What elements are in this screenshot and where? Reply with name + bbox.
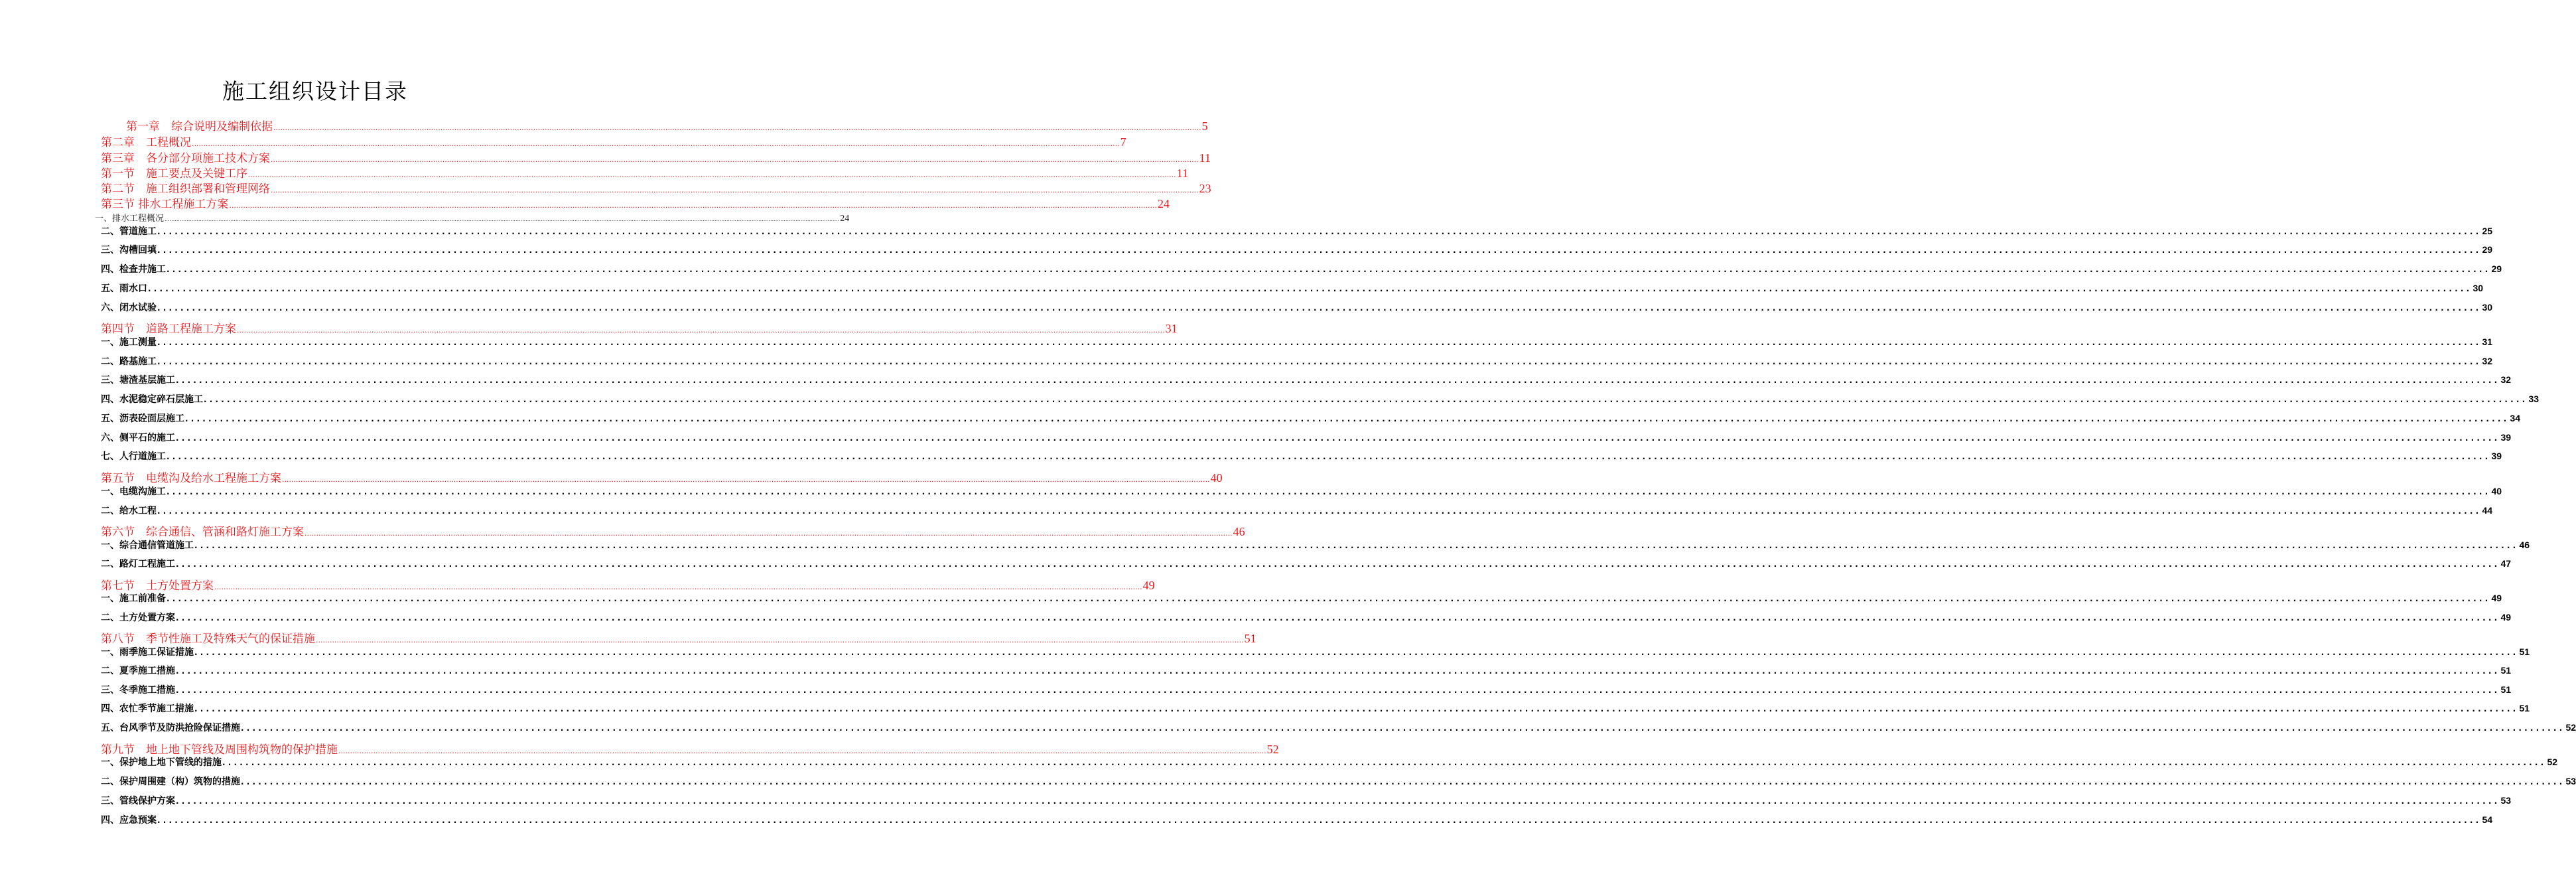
toc-entry-title: 第六节 综合通信、管涵和路灯施工方案 [101, 526, 304, 539]
toc-entry-title: 四、水泥稳定碎石层施工 [101, 394, 203, 405]
toc-page-number: 51 [2519, 646, 2530, 657]
toc-entry-title: 第二节 施工组织部署和管理网络 [101, 183, 270, 196]
toc-entry-title: 一、保护地上地下管线的措施 [101, 757, 222, 768]
toc-entry[interactable] [101, 133, 1126, 149]
toc-dot-leader: ................................................................................................................................................................................................................................................................................................................................................................................................................ [273, 123, 1201, 132]
toc-entry[interactable] [101, 591, 2502, 605]
toc-page-number: 24 [840, 214, 850, 224]
document-title: 施工组织设计目录 [222, 78, 408, 104]
toc-dot-leader: ................................................................................................................................................................................................................................................................................................................................................................................................................ [157, 246, 2482, 255]
toc-dot-leader: ................................................................................................................................................................................................................................................................................................................................................................................................................ [305, 529, 1233, 538]
toc-dot-leader: ................................................................................................................................................................................................................................................................................................................................................................................................................ [176, 613, 2500, 623]
toc-entry[interactable] [101, 702, 2530, 715]
toc-dot-leader: ................................................................................................................................................................................................................................................................................................................................................................................................................ [167, 452, 2491, 461]
toc-entry[interactable] [101, 740, 1279, 757]
toc-dot-leader: ................................................................................................................................................................................................................................................................................................................................................................................................................ [214, 583, 1142, 591]
toc-dot-leader: ................................................................................................................................................................................................................................................................................................................................................................................................................ [176, 559, 2500, 569]
toc-entry-title: 二、路基施工 [101, 356, 157, 367]
toc-entry-title: 二、给水工程 [101, 506, 157, 516]
toc-page-number: 49 [2500, 612, 2512, 623]
toc-entry[interactable] [101, 755, 2558, 769]
toc-entry-title: 第三节 排水工程施工方案 [101, 198, 229, 211]
toc-entry-title: 一、电缆沟施工 [101, 486, 166, 497]
toc-page-number: 51 [2500, 665, 2512, 676]
toc-dot-leader: ................................................................................................................................................................................................................................................................................................................................................................................................................ [148, 284, 2473, 293]
toc-page-number: 29 [2482, 244, 2493, 255]
toc-page-number: 24 [1158, 197, 1170, 210]
toc-entry[interactable] [101, 683, 2512, 696]
toc-entry[interactable] [101, 194, 1170, 211]
toc-entry-title: 一、雨季施工保证措施 [101, 647, 194, 658]
toc-entry[interactable] [101, 164, 1188, 181]
toc-dot-leader: ................................................................................................................................................................................................................................................................................................................................................................................................................ [229, 201, 1158, 210]
toc-dot-leader: ................................................................................................................................................................................................................................................................................................................................................................................................................ [271, 155, 1199, 164]
toc-entry-title: 三、塘渣基层施工 [101, 375, 175, 386]
toc-entry[interactable] [101, 179, 1211, 196]
toc-page-number: 51 [2500, 684, 2512, 695]
toc-page-number: 40 [1210, 471, 1223, 484]
toc-page-number: 52 [2565, 722, 2576, 733]
toc-entry-title: 一、施工测量 [101, 337, 157, 348]
toc-entry-title: 二、路灯工程施工 [101, 559, 175, 569]
toc-entry-title: 四、应急预案 [101, 815, 157, 826]
toc-entry[interactable] [101, 149, 1211, 165]
toc-page-number: 31 [1165, 322, 1178, 335]
toc-entry-title: 四、农忙季节施工措施 [101, 704, 194, 714]
toc-entry[interactable] [101, 557, 2512, 570]
toc-entry[interactable] [101, 262, 2502, 275]
toc-entry[interactable] [101, 645, 2530, 658]
toc-dot-leader: ................................................................................................................................................................................................................................................................................................................................................................................................................ [241, 723, 2565, 733]
toc-entry[interactable] [101, 484, 2502, 498]
toc-entry[interactable] [95, 211, 850, 224]
toc-entry[interactable] [101, 538, 2530, 552]
toc-entry[interactable] [101, 664, 2512, 677]
toc-entry[interactable] [101, 813, 2493, 826]
toc-entry-title: 六、闭水试验 [101, 303, 157, 313]
toc-page-number: 5 [1201, 119, 1208, 133]
toc-page-number: 47 [2500, 558, 2512, 569]
toc-entry[interactable] [101, 522, 1245, 539]
toc-dot-leader: ................................................................................................................................................................................................................................................................................................................................................................................................................ [248, 171, 1176, 179]
toc-dot-leader: ................................................................................................................................................................................................................................................................................................................................................................................................................ [192, 139, 1120, 148]
toc-entry[interactable] [101, 504, 2493, 517]
toc-entry-title: 七、人行道施工 [101, 451, 166, 462]
toc-page-number: 29 [2491, 263, 2502, 274]
toc-entry[interactable] [101, 449, 2502, 463]
toc-dot-leader: ................................................................................................................................................................................................................................................................................................................................................................................................................ [157, 303, 2482, 313]
toc-entry[interactable] [101, 335, 2493, 348]
toc-dot-leader: ................................................................................................................................................................................................................................................................................................................................................................................................................ [241, 777, 2565, 786]
toc-page-number: 23 [1199, 182, 1211, 195]
toc-entry-title: 三、管线保护方案 [101, 796, 175, 806]
toc-entry[interactable] [101, 392, 2540, 406]
toc-entry-title: 第四节 道路工程施工方案 [101, 323, 236, 336]
toc-dot-leader: ................................................................................................................................................................................................................................................................................................................................................................................................................ [157, 816, 2482, 825]
toc-page-number: 39 [2500, 432, 2512, 443]
toc-dot-leader: ................................................................................................................................................................................................................................................................................................................................................................................................................ [271, 186, 1199, 194]
toc-entry[interactable] [101, 721, 2576, 734]
toc-entry[interactable] [101, 775, 2576, 788]
toc-dot-leader: ................................................................................................................................................................................................................................................................................................................................................................................................................ [316, 636, 1244, 644]
toc-entry-title: 四、检查井施工 [101, 264, 166, 275]
toc-dot-leader: ................................................................................................................................................................................................................................................................................................................................................................................................................ [282, 475, 1210, 484]
toc-dot-leader: ................................................................................................................................................................................................................................................................................................................................................................................................................ [185, 414, 2510, 423]
toc-entry[interactable] [101, 281, 2484, 295]
toc-entry-title: 第一节 施工要点及关键工序 [101, 167, 247, 181]
toc-page-number: 52 [1266, 743, 1279, 756]
toc-entry-title: 二、管道施工 [101, 226, 157, 237]
toc-entry-title: 二、保护周围建（构）筑物的措施 [101, 777, 240, 787]
toc-dot-leader: ................................................................................................................................................................................................................................................................................................................................................................................................................ [194, 541, 2519, 550]
toc-page-number: 7 [1120, 135, 1126, 149]
toc-page-number: 34 [2510, 413, 2521, 423]
toc-entry[interactable] [101, 301, 2493, 314]
toc-entry-title: 五、雨水口 [101, 283, 147, 294]
toc-page-number: 32 [2482, 356, 2493, 366]
toc-page-number: 46 [2519, 540, 2530, 550]
toc-entry[interactable] [101, 354, 2493, 368]
toc-page-number: 40 [2491, 486, 2502, 496]
toc-entry[interactable] [101, 469, 1223, 485]
toc-entry-title: 第二章 工程概况 [101, 136, 191, 149]
toc-entry-title: 第八节 季节性施工及特殊天气的保证措施 [101, 632, 315, 646]
toc-entry[interactable] [101, 611, 2512, 624]
toc-entry-title: 二、夏季施工措施 [101, 666, 175, 676]
toc-dot-leader: ................................................................................................................................................................................................................................................................................................................................................................................................................ [176, 666, 2500, 676]
toc-dot-leader: ................................................................................................................................................................................................................................................................................................................................................................................................................ [176, 376, 2500, 385]
toc-dot-leader: ................................................................................................................................................................................................................................................................................................................................................................................................................ [157, 227, 2482, 236]
toc-dot-leader: ................................................................................................................................................................................................................................................................................................................................................................................................................ [237, 326, 1165, 334]
toc-entry[interactable] [126, 117, 1208, 133]
toc-entry-title: 第一章 综合说明及编制依据 [126, 120, 273, 133]
toc-page-number: 33 [2528, 394, 2540, 404]
toc-entry-title: 五、台风季节及防洪抢险保证措施 [101, 723, 240, 733]
toc-entry-title: 五、沥表砼面层施工 [101, 413, 184, 424]
toc-entry-title: 一、施工前准备 [101, 593, 166, 604]
toc-entry[interactable] [101, 224, 2493, 238]
toc-dot-leader: ................................................................................................................................................................................................................................................................................................................................................................................................................ [194, 648, 2519, 657]
toc-page-number: 30 [2482, 302, 2493, 313]
toc-page-number: 46 [1233, 525, 1245, 538]
toc-page-number: 51 [2519, 703, 2530, 713]
toc-dot-leader: ................................................................................................................................................................................................................................................................................................................................................................................................................ [165, 216, 840, 222]
toc-entry[interactable] [101, 576, 1155, 593]
toc-entry-title: 第五节 电缆沟及给水工程施工方案 [101, 472, 281, 485]
toc-entry[interactable] [101, 411, 2521, 425]
toc-entry[interactable] [101, 794, 2512, 807]
toc-page-number: 39 [2491, 451, 2502, 461]
toc-entry-title: 第三章 各分部分项施工技术方案 [101, 152, 270, 165]
toc-page-number: 53 [2565, 776, 2576, 786]
toc-dot-leader: ................................................................................................................................................................................................................................................................................................................................................................................................................ [176, 796, 2500, 806]
toc-dot-leader: ................................................................................................................................................................................................................................................................................................................................................................................................................ [176, 433, 2500, 443]
toc-page-number: 52 [2547, 757, 2558, 767]
toc-dot-leader: ................................................................................................................................................................................................................................................................................................................................................................................................................ [194, 704, 2519, 713]
toc-entry-title: 二、土方处置方案 [101, 613, 175, 623]
toc-entry[interactable] [101, 629, 1256, 646]
toc-dot-leader: ................................................................................................................................................................................................................................................................................................................................................................................................................ [157, 357, 2482, 366]
toc-dot-leader: ................................................................................................................................................................................................................................................................................................................................................................................................................ [204, 395, 2528, 404]
toc-page-number: 31 [2482, 336, 2493, 347]
toc-page-number: 25 [2482, 226, 2493, 236]
toc-page-number: 11 [1199, 151, 1211, 165]
toc-page-number: 49 [1142, 579, 1155, 592]
toc-page-number: 32 [2500, 374, 2512, 385]
toc-entry-title: 三、沟槽回填 [101, 245, 157, 256]
toc-entry-title: 三、冬季施工措施 [101, 685, 175, 696]
toc-dot-leader: ................................................................................................................................................................................................................................................................................................................................................................................................................ [167, 594, 2491, 603]
toc-entry-title: 一、综合通信管道施工 [101, 540, 194, 551]
toc-dot-leader: ................................................................................................................................................................................................................................................................................................................................................................................................................ [167, 487, 2491, 496]
toc-entry[interactable] [101, 373, 2512, 386]
toc-page-number: 53 [2500, 795, 2512, 806]
toc-dot-leader: ................................................................................................................................................................................................................................................................................................................................................................................................................ [338, 747, 1266, 755]
toc-entry-title: 第九节 地上地下管线及周围构筑物的保护措施 [101, 743, 338, 757]
toc-entry-title: 一、排水工程概况 [95, 214, 165, 224]
toc-entry[interactable] [101, 431, 2512, 444]
toc-entry-title: 六、侧平石的施工 [101, 433, 175, 443]
toc-page-number: 54 [2482, 814, 2493, 825]
toc-dot-leader: ................................................................................................................................................................................................................................................................................................................................................................................................................ [167, 265, 2491, 274]
toc-page-number: 11 [1176, 167, 1188, 180]
toc-dot-leader: ................................................................................................................................................................................................................................................................................................................................................................................................................ [176, 686, 2500, 695]
toc-page-number: 51 [1244, 632, 1256, 645]
toc-page-number: 30 [2473, 283, 2484, 293]
toc-entry-title: 第七节 土方处置方案 [101, 579, 214, 593]
toc-entry[interactable] [101, 319, 1178, 336]
toc-dot-leader: ................................................................................................................................................................................................................................................................................................................................................................................................................ [157, 506, 2482, 516]
toc-page-number: 49 [2491, 593, 2502, 603]
toc-dot-leader: ................................................................................................................................................................................................................................................................................................................................................................................................................ [222, 758, 2547, 767]
toc-page-number: 44 [2482, 505, 2493, 516]
toc-entry[interactable] [101, 243, 2493, 256]
toc-dot-leader: ................................................................................................................................................................................................................................................................................................................................................................................................................ [157, 338, 2482, 347]
